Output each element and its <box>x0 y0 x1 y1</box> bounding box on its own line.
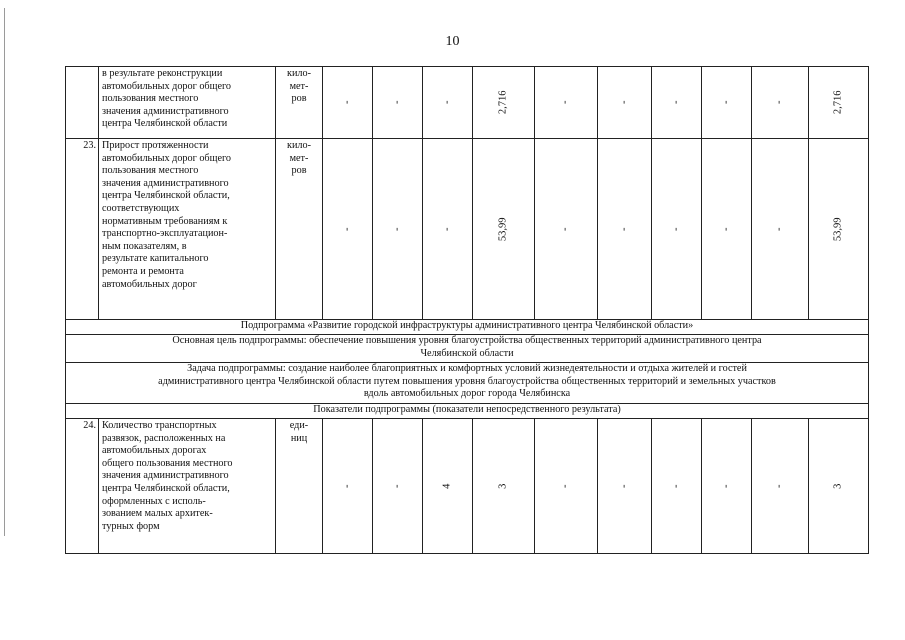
task-text: Задача подпрограммы: создание наиболее благоприятных и комфортных условий жизнедеятельности и отдыха жителей и гостей административного центра Челябинской области путем повышения уровня благоустройства общественных территорий и земельных участков вдоль автомобильных дорог города Челябинска <box>66 363 869 404</box>
page-number: 10 <box>445 34 460 49</box>
value-cell: - <box>598 67 652 139</box>
value-cell: - <box>535 139 598 320</box>
indicators-header: Показатели подпрограммы (показатели непосредственного результата) <box>66 404 869 419</box>
value-cell: - <box>702 67 752 139</box>
value-cell: - <box>598 139 652 320</box>
value-cell: - <box>535 419 598 554</box>
value-cell: 53,99 <box>809 139 869 320</box>
subprogram-row <box>66 320 869 335</box>
value-cell: 53,99 <box>473 139 535 320</box>
value-cell: - <box>752 67 809 139</box>
value-cell: 4 <box>423 419 473 554</box>
indicator-name: Количество транспортных развязок, расположенных на автомобильных дорогах общего пользования местного значения административного центра Челябинской области, оформленных с исполь- зованием малых архитек- турных форм <box>99 419 276 554</box>
value-cell: 2,716 <box>473 67 535 139</box>
value-cell: - <box>752 139 809 320</box>
indicator-name: в результате реконструкции автомобильных дорог общего пользования местного значения административного центра Челябинской области <box>99 67 276 139</box>
value-cell: - <box>373 139 423 320</box>
scan-edge-line <box>4 8 5 536</box>
value-cell: - <box>702 139 752 320</box>
indicators-header-row <box>66 404 869 419</box>
value-cell: - <box>423 67 473 139</box>
task-row <box>66 363 869 404</box>
value-cell: - <box>323 67 373 139</box>
value-cell: - <box>535 67 598 139</box>
row-number: 23. <box>66 139 99 320</box>
row-number: 24. <box>66 419 99 554</box>
subprogram-title: Подпрограмма «Развитие городской инфраструктуры административного центра Челябинской области» <box>66 320 869 335</box>
row-number <box>66 67 99 139</box>
value-cell: - <box>323 419 373 554</box>
value-cell: - <box>652 139 702 320</box>
value-cell: - <box>652 419 702 554</box>
value-cell: - <box>423 139 473 320</box>
value-cell: - <box>323 139 373 320</box>
value-cell: - <box>652 67 702 139</box>
indicator-name: Прирост протяженности автомобильных дорог общего пользования местного значения административного центра Челябинской области, соответствующих нормативным требованиям к транспортно-эксплуатацион- ным показателям, в результате капитального ремонта и ремонта автомобильных дорог <box>99 139 276 320</box>
value-cell: - <box>702 419 752 554</box>
unit-cell: кило- мет- ров <box>276 67 323 139</box>
table-row <box>66 67 869 139</box>
unit-cell: кило- мет- ров <box>276 139 323 320</box>
value-cell: 2,716 <box>809 67 869 139</box>
value-cell: - <box>373 419 423 554</box>
table-row <box>66 419 869 554</box>
main-goal-row <box>66 335 869 363</box>
value-cell: - <box>752 419 809 554</box>
unit-cell: еди- ниц <box>276 419 323 554</box>
value-cell: 3 <box>473 419 535 554</box>
main-goal-text: Основная цель подпрограммы: обеспечение повышения уровня благоустройства общественных территорий административного центра Челябинской области <box>66 335 869 363</box>
value-cell: - <box>598 419 652 554</box>
table-row <box>66 139 869 320</box>
value-cell: - <box>373 67 423 139</box>
value-cell: 3 <box>809 419 869 554</box>
indicators-table <box>65 66 869 554</box>
